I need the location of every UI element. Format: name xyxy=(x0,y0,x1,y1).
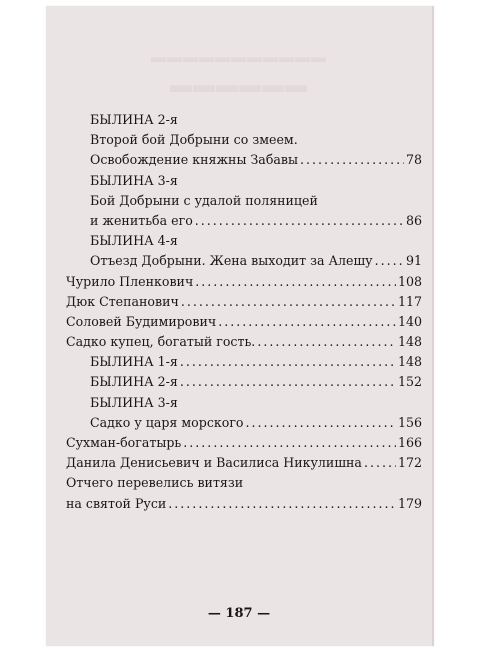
toc-page-number: 166 xyxy=(397,435,422,450)
show-through-text-heading: ▬▬▬▬▬▬ xyxy=(170,72,308,97)
toc-entry: Данила Денисьевич и Василиса Никулишна . . . 172 xyxy=(66,453,422,473)
leader-dots xyxy=(180,352,396,372)
toc-page-number: 156 xyxy=(397,414,422,430)
toc-entry: Освобождение княжны Забавы . . . 78 xyxy=(66,150,422,170)
toc-entry: Дюк Степанович . . . 117 xyxy=(66,292,422,312)
toc-page-number: 140 xyxy=(397,313,422,329)
toc-entry: Отчего перевелись витязи xyxy=(66,475,244,491)
leader-dots xyxy=(195,211,404,231)
toc-entry: БЫЛИНА 3-я xyxy=(90,172,178,188)
page-number: — 187 — xyxy=(207,606,271,621)
toc-page-number: 91 xyxy=(405,253,422,269)
leader-dots xyxy=(257,332,396,352)
leader-dots xyxy=(218,312,396,332)
table-of-contents xyxy=(66,110,422,514)
toc-page-number: 108 xyxy=(397,273,422,289)
toc-page-number: 148 xyxy=(397,334,422,350)
leader-dots xyxy=(181,292,396,312)
toc-page-number: 148 xyxy=(397,354,422,370)
toc-entry: Второй бой Добрыни со змеем. xyxy=(90,132,298,148)
leader-dots xyxy=(195,272,396,292)
toc-page-number: 86 xyxy=(405,212,422,228)
toc-entry: Садко у царя морского . . . 156 xyxy=(66,413,422,433)
toc-page-number: 179 xyxy=(397,495,422,511)
toc-entry: БЫЛИНА 3-я xyxy=(90,394,178,410)
toc-entry: БЫЛИНА 2-я . . . 152 xyxy=(66,372,422,392)
toc-entry: Бой Добрыни с удалой поляницей xyxy=(90,192,318,208)
toc-entry: Отъезд Добрыни. Жена выходит за Алешу . . . 91 xyxy=(66,251,422,271)
leader-dots xyxy=(180,372,396,392)
book-page xyxy=(46,6,434,646)
toc-page-number: 78 xyxy=(405,152,422,168)
toc-page-number: 117 xyxy=(397,293,422,309)
toc-entry: Чурило Пленкович . . . 108 xyxy=(66,272,422,292)
show-through-text-top: ▬▬▬▬▬▬▬▬▬▬▬ xyxy=(151,50,327,66)
leader-dots xyxy=(300,150,404,170)
toc-entry: Сухман-богатырь . . . 166 xyxy=(66,433,422,453)
leader-dots xyxy=(168,494,396,514)
leader-dots xyxy=(246,413,396,433)
toc-entry: Садко купец, богатый гость. . . . 148 xyxy=(66,332,422,352)
leader-dots xyxy=(375,251,404,271)
toc-entry: БЫЛИНА 1-я . . . 148 xyxy=(66,352,422,372)
leader-dots xyxy=(364,453,396,473)
toc-entry: на святой Руси . . . 179 xyxy=(66,494,422,514)
toc-entry: БЫЛИНА 2-я xyxy=(90,112,178,127)
toc-entry: Соловей Будимирович . . . 140 xyxy=(66,312,422,332)
toc-entry: и женитьба его . . . 86 xyxy=(66,211,422,231)
leader-dots xyxy=(183,433,396,453)
toc-page-number: 172 xyxy=(397,455,422,471)
toc-entry: БЫЛИНА 4-я xyxy=(90,233,178,249)
toc-page-number: 152 xyxy=(397,374,422,390)
